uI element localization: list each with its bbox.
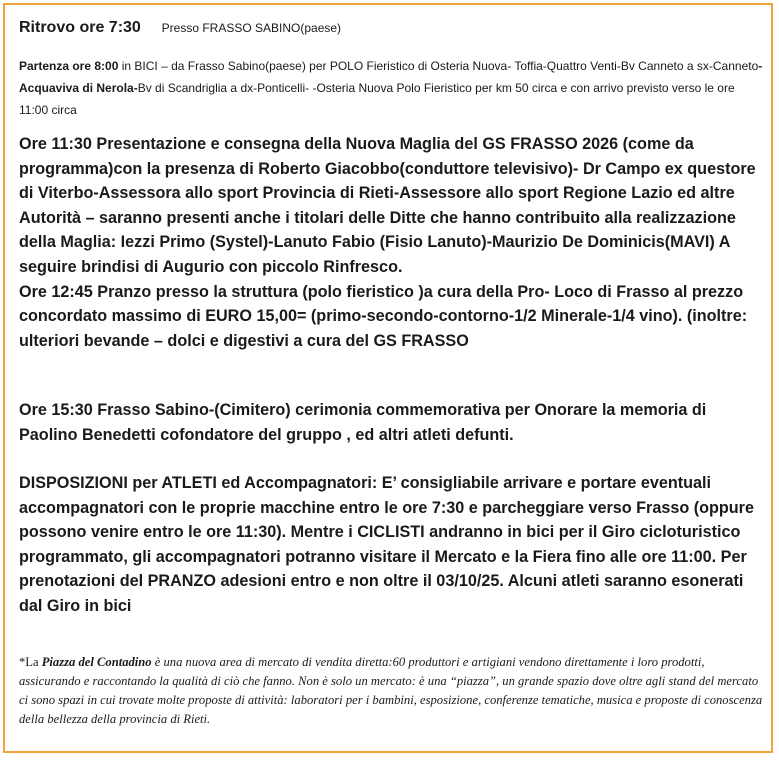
- departure-lead: Partenza ore 8:00: [19, 59, 119, 73]
- departure-paragraph: [19, 55, 764, 121]
- dispositions-paragraph: DISPOSIZIONI per ATLETI ed Accompagnatori: E’ consigliabile arrivare e portare eventuali accompagnatori con le proprie macchine entro le ore 7:30 e parcheggiare verso Frasso (oppure possono venire entro le ore 11:30). Mentre i CICLISTI andranno in bici per il Giro cicloturistico programmato, gli accompagnatori potranno visitare il Mercato e la Fiera fino alle ore 11:00. Per prenotazioni del PRANZO adesioni entro e non oltre il 03/10/25. Alcuni atleti saranno esonerati dal Giro in bici: [19, 474, 754, 615]
- departure-route-1: in BICI – da Frasso Sabino(paese) per POLO Fieristico di Osteria Nuova- Toffia-Quattro Venti-Bv Canneto a sx-Canneto: [118, 59, 759, 73]
- footnote-bold: Piazza del Contadino: [41, 655, 152, 669]
- footnote: [19, 653, 767, 729]
- departure-route-bold: - Acquaviva di Nerola-: [19, 59, 763, 95]
- footnote-mark: *La: [19, 655, 42, 669]
- memorial-paragraph: Ore 15:30 Frasso Sabino-(Cimitero) cerimonia commemorativa per Onorare la memoria di Paolino Benedetti cofondatore del gruppo , ed altri atleti defunti.: [19, 401, 707, 444]
- meeting-header: [19, 19, 341, 37]
- meeting-place: Presso FRASSO SABINO(paese): [161, 21, 342, 35]
- flyer-frame: [3, 3, 773, 753]
- departure-route-2: Bv di Scandriglia a dx-Ponticelli- -Osteria Nuova Polo Fieristico per km 50 circa e con arrivo previsto verso le ore 11:00 circa: [19, 81, 735, 117]
- footnote-text: è una nuova area di mercato di vendita diretta:60 produttori e artigiani vendono direttamente i loro prodotti, assicurando e raccontando la qualità di ciò che fanno. Non è solo un mercato: è una “piazza”, un grande spazio dove oltre agli stand del mercato ci sono spazi in cui trovate molte proposte di attività: laboratori per i bambini, esposizione, conferenze tematiche, musica e proposte di conoscenza della bellezza della provincia di Rieti.: [19, 655, 763, 726]
- lunch-paragraph: Ore 12:45 Pranzo presso la struttura (polo fieristico )a cura della Pro- Loco di Frasso al prezzo concordato massimo di EURO 15,00= (primo-secondo-contorno-1/2 Minerale-1/4 vino). (inoltre: ulteriori bevande – dolci e digestivi a cura del GS FRASSO: [19, 282, 748, 350]
- ceremony-paragraph: Ore 11:30 Presentazione e consegna della Nuova Maglia del GS FRASSO 2026 (come da programma)con la presenza di Roberto Giacobbo(conduttore televisivo)- Dr Campo ex questore di Viterbo-Assessora allo sport Provincia di Rieti-Assessore allo sport Regione Lazio ed altre Autorità – saranno presenti anche i titolari delle Ditte che hanno contribuito alla realizzazione della Maglia: Iezzi Primo (Systel)-Lanuto Fabio (Fisio Lanuto)-Maurizio De Dominicis(MAVI) A seguire brindisi di Augurio con piccolo Rinfresco.: [19, 135, 756, 276]
- program-block: [19, 132, 769, 353]
- meeting-time: Ritrovo ore 7:30: [19, 19, 141, 36]
